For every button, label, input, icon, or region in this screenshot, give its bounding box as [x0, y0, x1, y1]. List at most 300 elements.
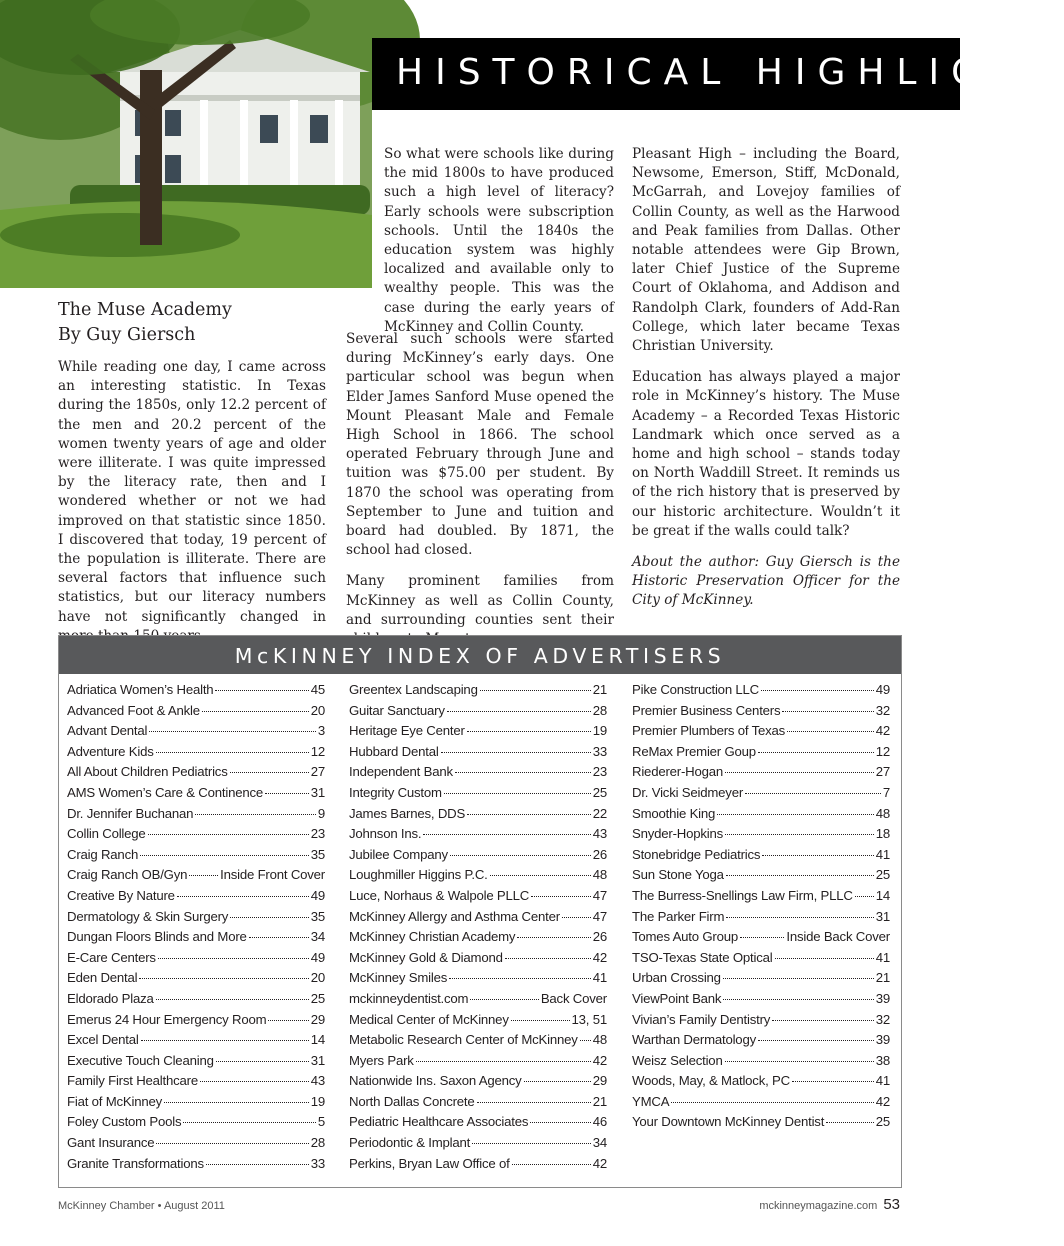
- advertiser-page: 25: [875, 1114, 890, 1130]
- advertiser-page: 20: [310, 702, 325, 718]
- dot-leader: [455, 772, 591, 773]
- index-entry: [67, 991, 325, 1012]
- index-entry: [632, 764, 890, 785]
- index-entry: [349, 847, 607, 868]
- dot-leader: [792, 1081, 874, 1082]
- advertiser-page: 33: [592, 743, 607, 759]
- advertiser-page: 41: [875, 949, 890, 965]
- index-entry: [349, 723, 607, 744]
- advertiser-page: Inside Back Cover: [786, 929, 890, 945]
- advertiser-name: Tomes Auto Group: [632, 929, 739, 945]
- dot-leader: [467, 814, 591, 815]
- advertiser-name: McKinney Allergy and Asthma Center: [349, 908, 560, 924]
- dot-leader: [156, 1143, 308, 1144]
- advertiser-page: 34: [592, 1135, 607, 1151]
- banner: [372, 38, 1064, 110]
- advertiser-name: Guitar Sanctuary: [349, 702, 445, 718]
- article-byline: By Guy Giersch: [58, 325, 196, 345]
- dot-leader: [156, 999, 309, 1000]
- advertiser-name: Premier Plumbers of Texas: [632, 723, 786, 739]
- about-the-author: About the author: Guy Giersch is the Historic Preservation Officer for the City of McKinney.: [632, 554, 900, 609]
- advertiser-name: Premier Business Centers: [632, 702, 781, 718]
- dot-leader: [467, 731, 591, 732]
- dot-leader: [177, 896, 309, 897]
- advertiser-name: Foley Custom Pools: [67, 1114, 182, 1130]
- dot-leader: [511, 1020, 570, 1021]
- advertiser-name: Craig Ranch: [67, 846, 139, 862]
- index-entry: [67, 744, 325, 765]
- advertiser-name: Advant Dental: [67, 723, 148, 739]
- house-illustration: [0, 0, 372, 288]
- advertiser-page: 21: [875, 970, 890, 986]
- dot-leader: [164, 1102, 309, 1103]
- advertiser-page: 14: [310, 1032, 325, 1048]
- advertiser-name: Creative By Nature: [67, 887, 175, 903]
- index-entry: [632, 703, 890, 724]
- advertiser-name: Dr. Jennifer Buchanan: [67, 805, 194, 821]
- advertiser-page: 33: [310, 1155, 325, 1171]
- advertiser-page: 7: [882, 784, 890, 800]
- index-entry: [349, 1156, 607, 1177]
- dot-leader: [723, 999, 873, 1000]
- index-entry: [67, 1114, 325, 1135]
- index-entry: [67, 764, 325, 785]
- advertiser-name: Urban Crossing: [632, 970, 721, 986]
- advertiser-page: 25: [310, 990, 325, 1006]
- index-entry: [67, 909, 325, 930]
- index-entry: [349, 991, 607, 1012]
- dot-leader: [156, 752, 309, 753]
- advertiser-name: The Burress-Snellings Law Firm, PLLC: [632, 887, 853, 903]
- index-entry: [632, 1114, 890, 1135]
- advertiser-name: North Dallas Concrete: [349, 1093, 475, 1109]
- advertiser-page: 38: [875, 1052, 890, 1068]
- dot-leader: [230, 772, 309, 773]
- advertiser-name: All About Children Pediatrics: [67, 764, 228, 780]
- advertiser-name: Vivian’s Family Dentistry: [632, 1011, 771, 1027]
- index-entry: [349, 1073, 607, 1094]
- dot-leader: [450, 855, 591, 856]
- advertiser-name: Emerus 24 Hour Emergency Room: [67, 1011, 267, 1027]
- advertiser-name: Craig Ranch OB/Gyn: [67, 867, 188, 883]
- index-entry: [632, 682, 890, 703]
- index-entry: [349, 764, 607, 785]
- index-entry: [632, 785, 890, 806]
- advertiser-page: 26: [592, 929, 607, 945]
- paragraph: So what were schools like during the mid 1800s to have produced such a high level of literacy? Early schools were subscription schools. Until the 1840s the education system was highly localized and available only to wealthy people. This was the case during the early years of McKinney and Collin County.: [384, 146, 614, 335]
- index-entry: [632, 970, 890, 991]
- index-entry: [67, 806, 325, 827]
- dot-leader: [717, 814, 874, 815]
- advertiser-page: 18: [875, 826, 890, 842]
- index-entry: [67, 847, 325, 868]
- advertiser-page: 41: [592, 970, 607, 986]
- index-column-2: [349, 682, 607, 1176]
- dot-leader: [517, 937, 590, 938]
- dot-leader: [826, 1122, 874, 1123]
- dot-leader: [268, 1020, 308, 1021]
- dot-leader: [249, 937, 309, 938]
- dot-leader: [725, 772, 874, 773]
- index-entry: [67, 1032, 325, 1053]
- advertiser-page: 28: [310, 1135, 325, 1151]
- dot-leader: [562, 917, 591, 918]
- index-entry: [349, 1114, 607, 1135]
- paragraph: While reading one day, I came across an interesting statistic. In Texas during the 1850s, only 12.2 percent of the men and 20.2 percent of the women twenty years of age and older were illiterate. I was quite impressed by the literacy rate, then and I wondered whether or not we had improved on that statistic since 1850. I discovered that today, 19 percent of the population is illiterate. There are several factors that influence such statistics, but our literacy numbers have not significantly changed in: [58, 359, 326, 625]
- index-entry: [632, 929, 890, 950]
- index-entry: [67, 1053, 325, 1074]
- dot-leader: [472, 1143, 591, 1144]
- advertiser-page: 29: [592, 1073, 607, 1089]
- advertiser-name: AMS Women’s Care & Continence: [67, 784, 264, 800]
- dot-leader: [758, 1040, 874, 1041]
- index-entry: [67, 929, 325, 950]
- advertiser-page: 48: [592, 867, 607, 883]
- index-entry: [632, 1012, 890, 1033]
- index-entry: [67, 682, 325, 703]
- advertiser-name: Periodontic & Implant: [349, 1135, 471, 1151]
- banner-title: HISTORICAL HIGHLIGHT: [396, 52, 1064, 93]
- dot-leader: [524, 1081, 591, 1082]
- dot-leader: [470, 999, 538, 1000]
- index-entry: [632, 826, 890, 847]
- dot-leader: [531, 896, 591, 897]
- advertiser-name: Woods, May, & Matlock, PC: [632, 1073, 790, 1089]
- advertiser-page: 49: [875, 682, 890, 697]
- advertiser-name: ReMax Premier Goup: [632, 743, 756, 759]
- index-entry: [67, 867, 325, 888]
- advertiser-name: Adventure Kids: [67, 743, 154, 759]
- advertiser-name: Your Downtown McKinney Dentist: [632, 1114, 825, 1130]
- advertiser-name: Advanced Foot & Ankle: [67, 702, 200, 718]
- index-entry: [349, 867, 607, 888]
- advertiser-page: 35: [310, 908, 325, 924]
- advertiser-page: 41: [875, 846, 890, 862]
- index-entry: [349, 888, 607, 909]
- index-entry: [632, 1032, 890, 1053]
- advertiser-page: 25: [875, 867, 890, 883]
- advertiser-page: 19: [592, 723, 607, 739]
- dot-leader: [787, 731, 874, 732]
- index-entry: [349, 1053, 607, 1074]
- advertiser-page: 27: [875, 764, 890, 780]
- index-entry: [349, 682, 607, 703]
- article-title: The Muse Academy: [58, 300, 232, 320]
- dot-leader: [530, 1122, 590, 1123]
- advertiser-page: 28: [592, 702, 607, 718]
- index-entry: [349, 950, 607, 971]
- advertiser-page: 42: [592, 949, 607, 965]
- dot-leader: [512, 1164, 591, 1165]
- paragraph: Several such schools were started during McKinney’s early days. One particular school was begun when Elder James Sanford Muse opened the Mount Pleasant Male and Female High School in 1866. The school operated February through June and tuition was $75.00 per student. By 1870 the school was operating from September to June and tuition and board had doubled. By 1871, the school had closed.: [346, 331, 614, 559]
- advertiser-name: Granite Transformations: [67, 1155, 204, 1171]
- dot-leader: [477, 1102, 591, 1103]
- dot-leader: [265, 793, 309, 794]
- advertiser-name: Smoothie King: [632, 805, 716, 821]
- advertiser-name: Nationwide Ins. Saxon Agency: [349, 1073, 522, 1089]
- dot-leader: [158, 958, 309, 959]
- index-column-1: [67, 682, 325, 1176]
- dot-leader: [447, 711, 591, 712]
- dot-leader: [740, 937, 784, 938]
- index-entry: [349, 929, 607, 950]
- advertiser-page: 22: [592, 805, 607, 821]
- advertiser-name: Collin College: [67, 826, 146, 842]
- advertiser-page: 46: [592, 1114, 607, 1130]
- index-entry: [632, 847, 890, 868]
- advertiser-page: 14: [875, 887, 890, 903]
- dot-leader: [745, 793, 881, 794]
- advertiser-page: 26: [592, 846, 607, 862]
- index-entry: [67, 1094, 325, 1115]
- advertiser-page: 19: [310, 1093, 325, 1109]
- dot-leader: [758, 752, 874, 753]
- index-entry: [349, 970, 607, 991]
- index-entry: [632, 950, 890, 971]
- page-number: 53: [883, 1196, 900, 1213]
- index-entry: [349, 806, 607, 827]
- advertiser-page: 42: [875, 1093, 890, 1109]
- advertiser-name: Pike Construction LLC: [632, 682, 760, 697]
- advertiser-page: 27: [310, 764, 325, 780]
- advertiser-page: 43: [592, 826, 607, 842]
- dot-leader: [444, 793, 591, 794]
- dot-leader: [215, 690, 308, 691]
- muse-academy-photo: [0, 0, 372, 288]
- advertiser-name: Family First Healthcare: [67, 1073, 198, 1089]
- index-entry: [349, 703, 607, 724]
- index-entry: [349, 1032, 607, 1053]
- index-entry: [632, 867, 890, 888]
- advertiser-page: 20: [310, 970, 325, 986]
- index-entry: [349, 1135, 607, 1156]
- advertiser-page: 47: [592, 908, 607, 924]
- advertiser-name: Hubbard Dental: [349, 743, 439, 759]
- advertiser-page: Back Cover: [540, 990, 607, 1006]
- advertiser-name: Adriatica Women’s Health: [67, 682, 214, 697]
- index-title: McKINNEY INDEX OF ADVERTISERS: [59, 636, 901, 674]
- index-entry: [632, 1094, 890, 1115]
- dot-leader: [416, 1061, 591, 1062]
- dot-leader: [139, 978, 308, 979]
- advertiser-page: 49: [310, 887, 325, 903]
- index-entry: [632, 888, 890, 909]
- dot-leader: [206, 1164, 309, 1165]
- dot-leader: [480, 690, 591, 691]
- paragraph: Pleasant High – including the Board, Newsome, Emerson, Stiff, McDonald, McGarrah, and Lovejoy families of Collin County, as well as the Harwood and Peak families from Dallas. Other notable attendees were Gip Brown, later Chief Justice of the Supreme Court of Oklahoma, and Addison and Randolph Clark, founders of Add-Ran College, which later became Texas Christian University.: [632, 146, 900, 355]
- footer-publication: McKinney Chamber • August 2011: [58, 1200, 225, 1212]
- advertiser-page: 25: [592, 784, 607, 800]
- advertiser-page: 32: [875, 1011, 890, 1027]
- dot-leader: [149, 731, 316, 732]
- advertiser-page: 21: [592, 682, 607, 697]
- advertiser-name: Snyder-Hopkins: [632, 826, 724, 842]
- dot-leader: [855, 896, 874, 897]
- advertiser-name: Executive Touch Cleaning: [67, 1052, 214, 1068]
- index-entry: [67, 703, 325, 724]
- advertiser-name: Independent Bank: [349, 764, 453, 780]
- index-column-3: [632, 682, 890, 1135]
- advertiser-name: TSO-Texas State Optical: [632, 949, 773, 965]
- dot-leader: [772, 1020, 874, 1021]
- advertiser-page: 45: [310, 682, 325, 697]
- index-entry: [632, 1073, 890, 1094]
- advertiser-page: 9: [317, 805, 325, 821]
- advertiser-name: Eldorado Plaza: [67, 990, 154, 1006]
- advertiser-page: 42: [592, 1155, 607, 1171]
- advertiser-page: 42: [875, 723, 890, 739]
- dot-leader: [148, 834, 309, 835]
- advertisers-index: [58, 635, 902, 1188]
- advertiser-name: Johnson Ins.: [349, 826, 422, 842]
- advertiser-name: Integrity Custom: [349, 784, 442, 800]
- dot-leader: [441, 752, 591, 753]
- advertiser-name: Eden Dental: [67, 970, 138, 986]
- dot-leader: [195, 814, 316, 815]
- index-entry: [67, 723, 325, 744]
- index-entry: [632, 991, 890, 1012]
- advertiser-page: 21: [592, 1093, 607, 1109]
- index-entry: [349, 1094, 607, 1115]
- dot-leader: [671, 1102, 873, 1103]
- advertiser-name: mckinneydentist.com: [349, 990, 469, 1006]
- footer-right: [759, 1196, 900, 1213]
- index-entry: [349, 1012, 607, 1033]
- article-column-1: [58, 358, 326, 658]
- dot-leader: [202, 711, 309, 712]
- dot-leader: [725, 1061, 874, 1062]
- advertiser-page: 3: [317, 723, 325, 739]
- advertiser-name: McKinney Christian Academy: [349, 929, 516, 945]
- advertiser-page: 31: [310, 784, 325, 800]
- advertiser-name: McKinney Smiles: [349, 970, 448, 986]
- advertiser-name: Fiat of McKinney: [67, 1093, 163, 1109]
- advertiser-name: Dermatology & Skin Surgery: [67, 908, 229, 924]
- advertiser-page: 42: [592, 1052, 607, 1068]
- advertiser-page: 31: [875, 908, 890, 924]
- dot-leader: [490, 875, 591, 876]
- advertiser-page: 34: [310, 929, 325, 945]
- dot-leader: [725, 834, 874, 835]
- index-entry: [67, 888, 325, 909]
- dot-leader: [505, 958, 591, 959]
- index-entry: [349, 909, 607, 930]
- index-entry: [67, 950, 325, 971]
- advertiser-page: 32: [875, 702, 890, 718]
- advertiser-name: Myers Park: [349, 1052, 414, 1068]
- advertiser-page: 31: [310, 1052, 325, 1068]
- dot-leader: [449, 978, 591, 979]
- article-column-2-top: [384, 145, 614, 349]
- index-entry: [67, 970, 325, 991]
- advertiser-page: 12: [310, 743, 325, 759]
- advertiser-page: 5: [317, 1114, 325, 1130]
- index-entry: [67, 1135, 325, 1156]
- dot-leader: [775, 958, 874, 959]
- advertiser-name: Medical Center of McKinney: [349, 1011, 509, 1027]
- advertiser-name: Pediatric Healthcare Associates: [349, 1114, 529, 1130]
- index-entry: [349, 744, 607, 765]
- index-entry: [632, 1053, 890, 1074]
- index-entry: [67, 785, 325, 806]
- dot-leader: [183, 1122, 315, 1123]
- dot-leader: [726, 875, 874, 876]
- dot-leader: [782, 711, 873, 712]
- advertiser-name: The Parker Firm: [632, 908, 725, 924]
- advertiser-page: 49: [310, 949, 325, 965]
- advertiser-name: McKinney Gold & Diamond: [349, 949, 503, 965]
- advertiser-page: 23: [592, 764, 607, 780]
- advertiser-page: 35: [310, 846, 325, 862]
- index-entry: [349, 785, 607, 806]
- advertiser-name: Riederer-Hogan: [632, 764, 724, 780]
- index-entry: [67, 1073, 325, 1094]
- advertiser-name: Heritage Eye Center: [349, 723, 465, 739]
- advertiser-page: 48: [592, 1032, 607, 1048]
- advertiser-page: 12: [875, 743, 890, 759]
- advertiser-name: Dungan Floors Blinds and More: [67, 929, 247, 945]
- advertiser-name: E-Care Centers: [67, 949, 156, 965]
- dot-leader: [423, 834, 590, 835]
- advertiser-page: 39: [875, 990, 890, 1006]
- paragraph: Many prominent families from McKinney as well as Collin County, and surrounding counties sent their: [346, 573, 614, 628]
- advertiser-name: YMCA: [632, 1093, 670, 1109]
- index-entry: [632, 909, 890, 930]
- advertiser-page: Inside Front Cover: [220, 867, 325, 883]
- article-column-2: [346, 330, 614, 661]
- dot-leader: [762, 855, 873, 856]
- advertiser-name: James Barnes, DDS: [349, 805, 466, 821]
- footer-site: mckinneymagazine.com: [759, 1200, 878, 1212]
- advertiser-name: Luce, Norhaus & Walpole PLLC: [349, 887, 530, 903]
- advertiser-name: Sun Stone Yoga: [632, 867, 724, 883]
- dot-leader: [216, 1061, 309, 1062]
- advertiser-name: Excel Dental: [67, 1032, 139, 1048]
- dot-leader: [141, 1040, 309, 1041]
- index-entry: [67, 826, 325, 847]
- advertiser-name: Warthan Dermatology: [632, 1032, 756, 1048]
- dot-leader: [723, 978, 874, 979]
- paragraph: Education has always played a major role in McKinney’s history. The Muse Academy – a Recorded Texas Historic Landmark which once served as a home and high school – stands today on North Waddill Street. It reminds us of the rich history that is preserved by our historic architecture. Wouldn’t it be great if the walls could talk?: [632, 369, 900, 539]
- advertiser-name: Stonebridge Pediatrics: [632, 846, 761, 862]
- advertiser-page: 43: [310, 1073, 325, 1089]
- advertiser-page: 48: [875, 805, 890, 821]
- article-column-3: [632, 145, 900, 623]
- advertiser-page: 41: [875, 1073, 890, 1089]
- advertiser-name: Perkins, Bryan Law Office of: [349, 1155, 510, 1171]
- dot-leader: [140, 855, 309, 856]
- advertiser-page: 47: [592, 887, 607, 903]
- advertiser-name: Jubilee Company: [349, 846, 448, 862]
- advertiser-page: 13, 51: [571, 1011, 607, 1027]
- index-entry: [632, 744, 890, 765]
- index-entry: [349, 826, 607, 847]
- advertiser-name: Dr. Vicki Seidmeyer: [632, 784, 744, 800]
- advertiser-page: 39: [875, 1032, 890, 1048]
- index-entry: [632, 806, 890, 827]
- dot-leader: [580, 1040, 591, 1041]
- advertiser-page: 23: [310, 826, 325, 842]
- advertiser-name: Loughmiller Higgins P.C.: [349, 867, 488, 883]
- index-entry: [632, 723, 890, 744]
- advertiser-name: Metabolic Research Center of McKinney: [349, 1032, 578, 1048]
- advertiser-name: Weisz Selection: [632, 1052, 723, 1068]
- index-entry: [67, 1156, 325, 1177]
- advertiser-page: 29: [310, 1011, 325, 1027]
- dot-leader: [230, 917, 309, 918]
- advertiser-name: ViewPoint Bank: [632, 990, 722, 1006]
- index-entry: [67, 1012, 325, 1033]
